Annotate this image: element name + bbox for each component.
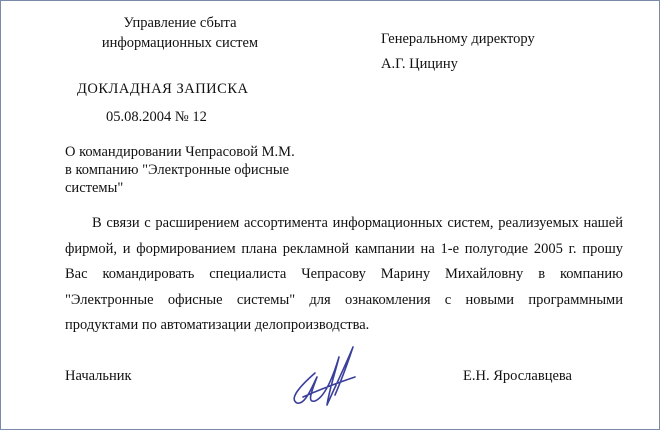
signer-role: Начальник [65,368,132,384]
subject-line-3: системы" [65,180,124,196]
department-line-1: Управление сбыта [123,15,237,31]
subject-line-1: О командировании Чепрасовой М.М. [65,144,295,160]
document-subject [65,143,295,197]
subject-line-2: в компанию "Электронные офисные [65,162,290,178]
department-line-2: информационных систем [101,35,259,51]
document-date-number: 05.08.2004 № 12 [106,109,207,125]
sender-department [90,13,270,53]
addressee-block [381,27,535,77]
memo-body: В связи с расширением ассортимента информационных систем, реализуемых нашей фирмой, и формированием плана рекламной кампании на 1-е полугодие 2005 г. прошу Вас командировать специалиста Чепрасову Марину Михайловну в компанию "Электронные офисные системы" для ознакомления с новыми программными продуктами по автоматизации делопроизводства. [65,215,623,333]
document-title: ДОКЛАДНАЯ ЗАПИСКА [77,81,249,97]
signer-name: Е.Н. Ярославцева [463,368,572,384]
handwritten-signature [281,337,363,409]
addressee-name: А.Г. Цицину [381,56,458,72]
addressee-position: Генеральному директору [381,31,535,47]
